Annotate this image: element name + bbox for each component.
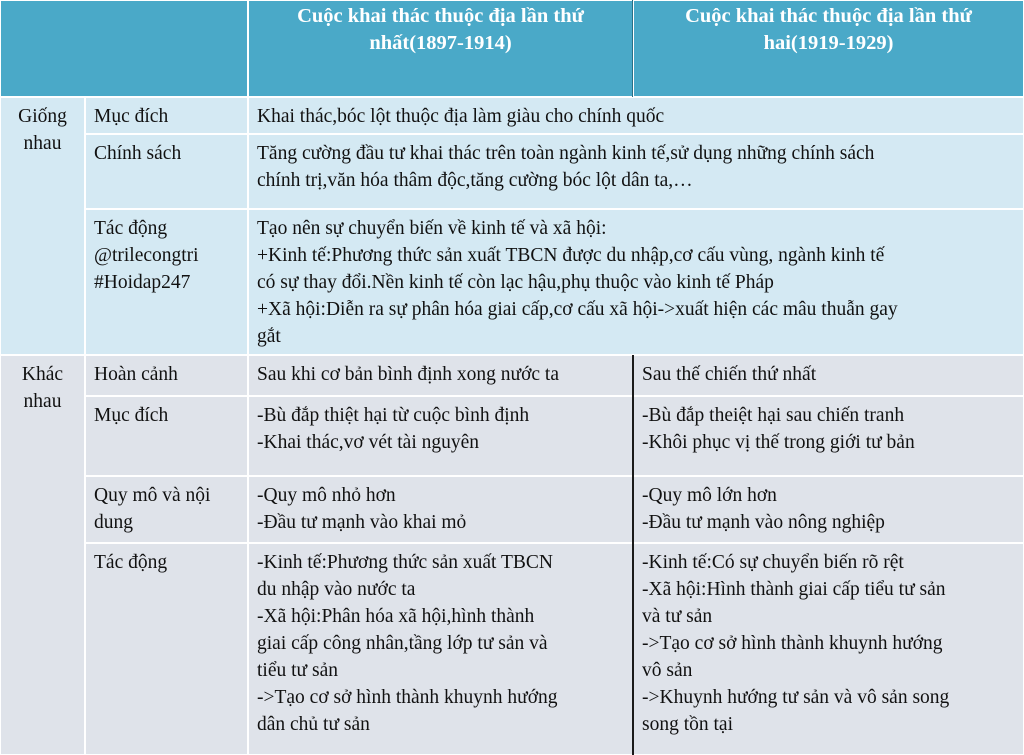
content-text: tiểu tư sản bbox=[257, 660, 338, 681]
label-text: Chính sách bbox=[94, 143, 182, 164]
similar-row-purpose-content bbox=[248, 97, 1024, 134]
group-label-different bbox=[0, 355, 85, 755]
content-text: du nhập vào nước ta bbox=[257, 579, 416, 600]
content-text: -Bù đắp thiệt hại từ cuộc bình định bbox=[257, 405, 530, 426]
different-row-purpose-first bbox=[248, 396, 633, 476]
content-text: ->Tạo cơ sở hình thành khuynh hướng bbox=[642, 633, 943, 654]
label-text: Quy mô và nội bbox=[94, 485, 211, 506]
content-text: -Bù đắp theiệt hại sau chiến tranh bbox=[642, 405, 905, 426]
label-text: Tác động bbox=[94, 218, 168, 239]
header-first-title-line2: nhất(1897-1914) bbox=[369, 32, 512, 54]
different-row-context-first bbox=[248, 355, 633, 396]
content-text: -Quy mô lớn hơn bbox=[642, 485, 777, 506]
group-similar-line2: nhau bbox=[23, 133, 62, 154]
content-text: giai cấp công nhân,tầng lớp tư sản và bbox=[257, 633, 548, 654]
similar-row-purpose-label bbox=[85, 97, 248, 134]
different-row-context-second bbox=[633, 355, 1024, 396]
content-text: Sau thế chiến thứ nhất bbox=[642, 364, 817, 385]
header-first-title-line1: Cuộc khai thác thuộc địa lần thứ bbox=[297, 5, 584, 27]
group-different-line2: nhau bbox=[23, 391, 62, 412]
column-divider bbox=[632, 0, 633, 97]
label-text: Tác động bbox=[94, 552, 168, 573]
content-text: -Xã hội:Hình thành giai cấp tiểu tư sản bbox=[642, 579, 946, 600]
content-text: Tăng cường đầu tư khai thác trên toàn ngành kinh tế,sử dụng những chính sách bbox=[257, 143, 875, 164]
content-text: -Khai thác,vơ vét tài nguyên bbox=[257, 432, 480, 453]
similar-row-policy-content bbox=[248, 134, 1024, 209]
different-row-scale-first bbox=[248, 476, 633, 543]
similar-row-policy-label bbox=[85, 134, 248, 209]
different-row-impact-second bbox=[633, 543, 1024, 755]
content-text: ->Khuynh hướng tư sản và vô sản song bbox=[642, 687, 950, 708]
content-text: Tạo nên sự chuyển biến về kinh tế và xã hội: bbox=[257, 218, 607, 239]
content-text: ->Tạo cơ sở hình thành khuynh hướng bbox=[257, 687, 558, 708]
different-row-context-label bbox=[85, 355, 248, 396]
different-row-purpose-label bbox=[85, 396, 248, 476]
content-text: -Đầu tư mạnh vào khai mỏ bbox=[257, 512, 467, 533]
different-row-scale-second bbox=[633, 476, 1024, 543]
header-second-title-line1: Cuộc khai thác thuộc địa lần thứ bbox=[685, 5, 972, 27]
similar-row-impact-label bbox=[85, 209, 248, 355]
content-text: +Xã hội:Diễn ra sự phân hóa giai cấp,cơ cấu xã hội->xuất hiện các mâu thuẫn gay bbox=[257, 299, 898, 320]
watermark-handle: @trilecongtri bbox=[94, 245, 199, 266]
label-text: Mục đích bbox=[94, 106, 169, 127]
different-row-purpose-second bbox=[633, 396, 1024, 476]
content-text: -Đầu tư mạnh vào nông nghiệp bbox=[642, 512, 885, 533]
header-second-exploitation bbox=[633, 0, 1024, 97]
content-text: vô sản bbox=[642, 660, 693, 681]
content-text: gắt bbox=[257, 326, 281, 347]
group-label-similar bbox=[0, 97, 85, 355]
label-text: Hoàn cảnh bbox=[94, 364, 178, 385]
content-text: -Kinh tế:Phương thức sản xuất TBCN bbox=[257, 552, 553, 573]
similar-row-impact-content bbox=[248, 209, 1024, 355]
label-text: Mục đích bbox=[94, 405, 169, 426]
content-text: dân chủ tư sản bbox=[257, 714, 370, 735]
content-text: +Kinh tế:Phương thức sản xuất TBCN được du nhập,cơ cấu vùng, ngành kinh tế bbox=[257, 245, 885, 266]
content-text: -Xã hội:Phân hóa xã hội,hình thành bbox=[257, 606, 535, 627]
content-text: có sự thay đổi.Nền kinh tế còn lạc hậu,phụ thuộc vào kinh tế Pháp bbox=[257, 272, 774, 293]
header-corner-cell bbox=[0, 0, 248, 97]
different-row-impact-label bbox=[85, 543, 248, 755]
group-different-line1: Khác bbox=[21, 364, 64, 385]
content-text: -Kinh tế:Có sự chuyển biến rõ rệt bbox=[642, 552, 904, 573]
different-row-impact-first bbox=[248, 543, 633, 755]
header-first-exploitation bbox=[248, 0, 633, 97]
content-text: và tư sản bbox=[642, 606, 713, 627]
content-text: -Quy mô nhỏ hơn bbox=[257, 485, 396, 506]
column-divider bbox=[632, 355, 634, 755]
content-text: song tồn tại bbox=[642, 714, 733, 735]
content-text: Khai thác,bóc lột thuộc địa làm giàu cho chính quốc bbox=[257, 106, 665, 127]
watermark-hashtag: #Hoidap247 bbox=[94, 272, 191, 293]
content-text: -Khôi phục vị thế trong giới tư bản bbox=[642, 432, 915, 453]
header-second-title-line2: hai(1919-1929) bbox=[763, 32, 894, 54]
content-text: Sau khi cơ bản bình định xong nước ta bbox=[257, 364, 559, 385]
label-text: dung bbox=[94, 512, 133, 533]
different-row-scale-label bbox=[85, 476, 248, 543]
group-similar-line1: Giống bbox=[18, 106, 67, 127]
content-text: chính trị,văn hóa thâm độc,tăng cường bóc lột dân ta,… bbox=[257, 170, 693, 191]
